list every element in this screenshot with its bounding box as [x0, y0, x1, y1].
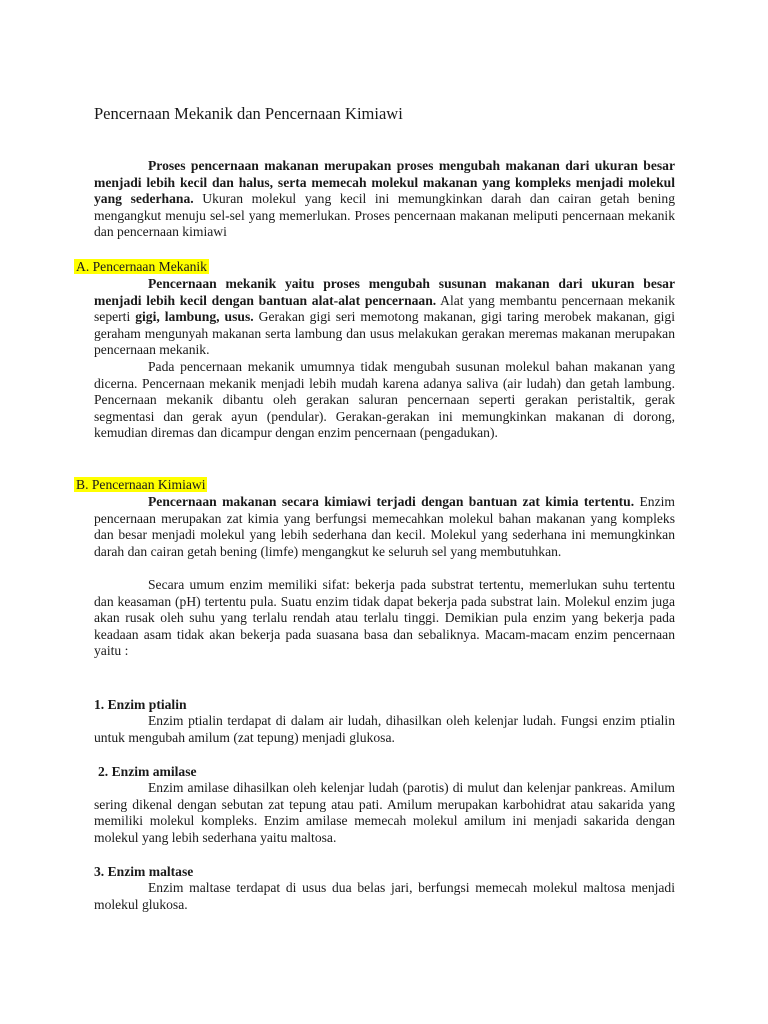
enzyme-2-text: Enzim amilase dihasilkan oleh kelenjar ludah (parotis) di mulut dan kelenjar pankreas. Amilum sering dikenal dengan sebutan zat tepung atau pati. Amilum merupakan karbohidrat atau sakarida yang memiliki molekul kompleks. Enzim amilase memecah molekul amilum ini menjadi sakarida dengan molekul yang lebih sederhana yaitu maltosa.	[94, 780, 675, 845]
section-b-paragraph-2: Secara umum enzim memiliki sifat: bekerja pada substrat tertentu, memerlukan suhu tertentu dan keasaman (pH) tertentu pula. Suatu enzim tidak dapat bekerja pada substrat lain. Molekul enzim juga akan rusak oleh suhu yang terlalu rendah atau terlalu tinggi. Demikian pula enzim yang bekerja pada keadaan asam tidak akan bekerja pada suasana basa dan sebaliknya. Macam-macam enzim pencernaan yaitu :	[94, 577, 675, 659]
section-b-heading	[74, 477, 207, 494]
enzyme-1-heading: 1. Enzim ptialin	[94, 697, 187, 712]
section-a-paragraph-2: Pada pencernaan mekanik umumnya tidak mengubah susunan molekul bahan makanan yang dicerna. Pencernaan mekanik menjadi lebih mudah karena adanya saliva (air ludah) dan getah lambung. Pencernaan mekanik dibantu oleh gerakan saluran pencernaan seperti gerakan peristaltik, gerak segmentasi dan gerak ayun (pendular). Gerakan-gerakan ini memungkinkan makanan di dorong, kemudian diremas dan dicampur dengan enzim pencernaan (pengadukan).	[94, 359, 675, 441]
enzyme-2-heading: 2. Enzim amilase	[98, 764, 197, 779]
section-a-heading	[74, 259, 209, 276]
section-a-text-rest: Gerakan gigi seri memotong makanan, gigi taring merobek makanan, gigi geraham mengunyah makanan serta lambung dan usus melakukan gerakan meremas makanan merupakan pencernaan mekanik.	[94, 309, 675, 358]
section-a-bold-organs: gigi, lambung, usus.	[135, 309, 254, 325]
section-b-text: Enzim pencernaan merupakan zat kimia yang berfungsi memecahkan molekul bahan makanan yang kompleks dan besar menjadi molekul yang lebih sederhana dan kecil. Molekul yang sederhana ini memungkinkan darah dan cairan getah bening (limfe) mengangkut ke seluruh sel yang membutuhkan.	[94, 494, 675, 559]
section-a-text: Alat yang membantu pencernaan mekanik seperti	[94, 292, 675, 325]
section-b-paragraph-1	[94, 494, 675, 560]
enzyme-3-text: Enzim maltase terdapat di usus dua belas jari, berfungsi memecah molekul maltosa menjadi molekul glukosa.	[94, 880, 675, 912]
intro-bold-text: Proses pencernaan makanan merupakan proses mengubah makanan dari ukuran besar menjadi lebih kecil dan halus, serta memecah molekul makanan yang kompleks menjadi molekul yang sederhana.	[94, 158, 675, 207]
section-b-heading-label: B. Pencernaan Kimiawi	[76, 477, 206, 492]
enzyme-3-heading: 3. Enzim maltase	[94, 864, 194, 879]
section-a-paragraph-1	[94, 276, 675, 359]
intro-text: Ukuran molekul yang kecil ini memungkinkan darah dan cairan getah bening mengangkut menuju sel-sel yang memerlukan. Proses pencernaan makanan meliputi pencernaan mekanik dan pencernaan kimiawi	[94, 191, 675, 240]
section-b-bold-text: Pencernaan makanan secara kimiawi terjadi dengan bantuan zat kimia tertentu.	[148, 494, 635, 509]
intro-paragraph	[94, 158, 675, 241]
section-a-bold-text: Pencernaan mekanik yaitu proses mengubah susunan makanan dari ukuran besar menjadi lebih kecil dengan bantuan alat-alat pencernaan.	[94, 276, 675, 308]
document-title: Pencernaan Mekanik dan Pencernaan Kimiawi	[94, 104, 403, 123]
enzyme-1-text: Enzim ptialin terdapat di dalam air ludah, dihasilkan oleh kelenjar ludah. Fungsi enzim ptialin untuk mengubah amilum (zat tepung) menjadi glukosa.	[94, 713, 675, 745]
section-a-heading-label: A. Pencernaan Mekanik	[76, 259, 207, 274]
